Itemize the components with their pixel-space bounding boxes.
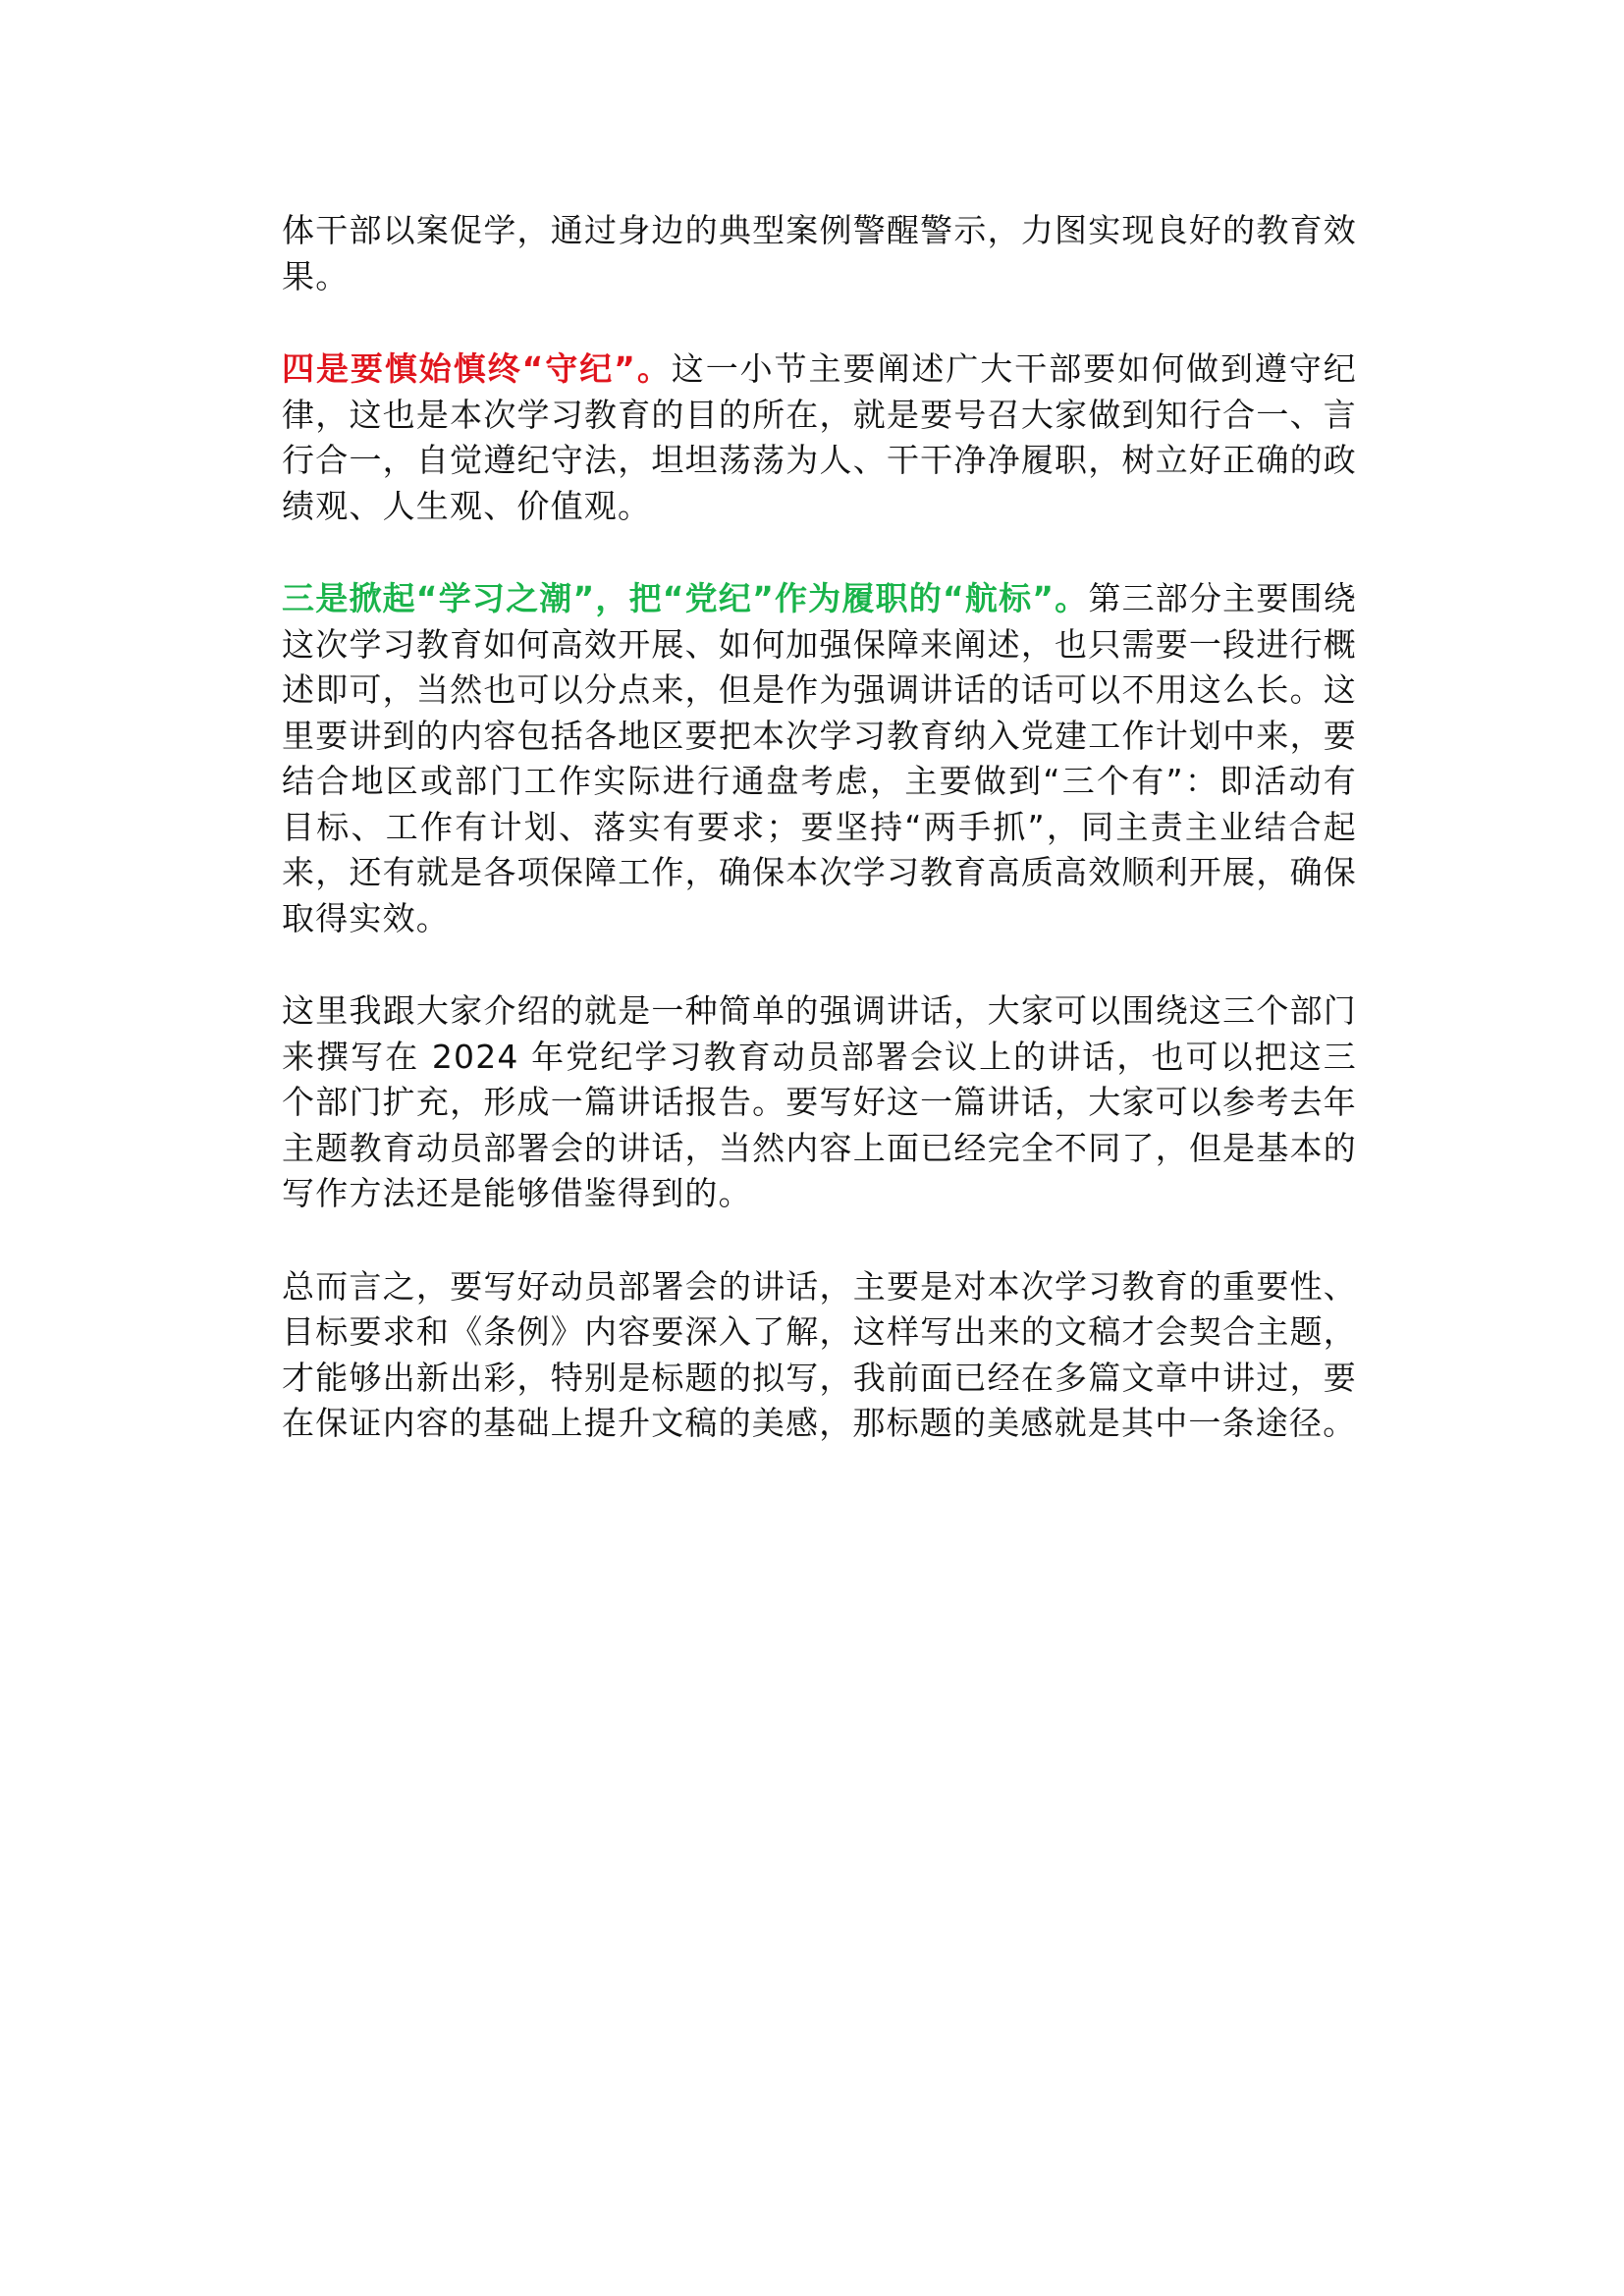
paragraph-2-text: 这一小节主要阐述广大干部要如何做到遵守纪律，这也是本次学习教育的目的所在，就是要号召大家做到知行合一、言行合一，自觉遵纪守法，坦坦荡荡为人、干干净净履职，树立好正确的政绩观、人生观、价值观。 [282,349,1357,525]
section-heading-four: 四是要慎始慎终“守纪”。 [282,349,672,388]
paragraph-3-text: 第三部分主要围绕这次学习教育如何高效开展、如何加强保障来阐述，也只需要一段进行概述即可，当然也可以分点来，但是作为强调讲话的话可以不用这么长。这里要讲到的内容包括各地区要把本次学习教育纳入党建工作计划中来，要结合地区或部门工作实际进行通盘考虑，主要做到“三个有”：即活动有目标、工作有计划、落实有要求；要坚持“两手抓”，同主责主业结合起来，还有就是各项保障工作，确保本次学习教育高质高效顺利开展，确保取得实效。 [282,579,1357,937]
paragraph-2 [282,347,1357,529]
paragraph-1 [282,208,1357,299]
paragraph-4 [282,988,1357,1217]
document-body [282,208,1357,1494]
section-heading-three: 三是掀起“学习之潮”，把“党纪”作为履职的“航标”。 [282,579,1089,617]
paragraph-5-text: 总而言之，要写好动员部署会的讲话，主要是对本次学习教育的重要性、目标要求和《条例》内容要深入了解，这样写出来的文稿才会契合主题，才能够出新出彩，特别是标题的拟写，我前面已经在多篇文章中讲过，要在保证内容的基础上提升文稿的美感，那标题的美感就是其中一条途径。 [282,1266,1357,1442]
paragraph-1-text: 体干部以案促学，通过身边的典型案例警醒警示，力图实现良好的教育效果。 [282,211,1357,295]
paragraph-3 [282,576,1357,941]
paragraph-5 [282,1264,1357,1447]
paragraph-4-text: 这里我跟大家介绍的就是一种简单的强调讲话，大家可以围绕这三个部门来撰写在 2024 年党纪学习教育动员部署会议上的讲话，也可以把这三个部门扩充，形成一篇讲话报告。要写好这一篇讲话，大家可以参考去年主题教育动员部署会的讲话，当然内容上面已经完全不同了，但是基本的写作方法还是能够借鉴得到的。 [282,991,1357,1212]
